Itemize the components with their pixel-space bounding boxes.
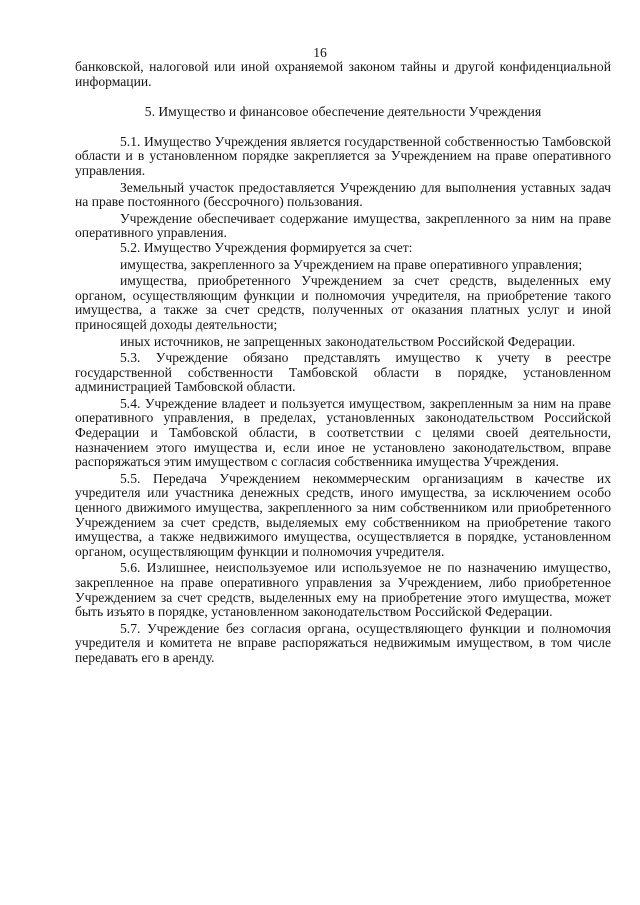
paragraph-5-7: 5.7. Учреждение без согласия органа, осуществляющего функции и полномочия учредителя и комитета не вправе распоряжаться недвижимым имуществом, в том числе передавать его в аренду.: [75, 620, 611, 665]
paragraph-5-6: 5.6. Излишнее, неиспользуемое или используемое не по назначению имущество, закрепленное на праве оперативного управления за Учреждением, либо приобретенное Учреждением за счет средств, выделенных ему на приобретение этого имущества, может быть изъято в порядке, установленном законодательством Российской Федерации.: [75, 560, 611, 620]
continuation-paragraph: банковской, налоговой или иной охраняемой законом тайны и другой конфиденциальной информации.: [75, 59, 611, 89]
paragraph-5-4: 5.4. Учреждение владеет и пользуется имуществом, закрепленным за ним на праве оперативного управления, в пределах, установленных законодательством Российской Федерации и Тамбовской области, в соответствии с целями своей деятельности, назначением этого имущества и, если иное не установлено законодательством, вправе распоряжаться этим имуществом с согласия собственника имущества Учреждения.: [75, 395, 611, 470]
list-item-other-sources: иных источников, не запрещенных законодательством Российской Федерации.: [120, 333, 576, 349]
document-body: [75, 60, 611, 666]
list-item-acquired-property: имущества, приобретенного Учреждением за счет средств, выделенных ему органом, осуществляющим функции и полномочия учредителя, на приобретение такого имущества, а также за счет средств, полученных от оказания платных услуг и иной приносящей доходы деятельности;: [75, 273, 611, 332]
paragraph-5-1: 5.1. Имущество Учреждения является государственной собственностью Тамбовской области и в установленном порядке закрепляется за Учреждением на праве оперативного управления.: [75, 133, 611, 178]
paragraph-5-5: 5.5. Передача Учреждением некоммерческим организациям в качестве их учредителя или участника денежных средств, иного имущества, за исключением особо ценного движимого имущества, закрепленного за ним собственником или приобретенного Учреждением за счет средств, выделяемых ему собственником на приобретение такого имущества, а также недвижимого имущества, осуществляется в порядке, установленном органом, осуществляющим функции и полномочия учредителя.: [75, 470, 611, 559]
paragraph-5-3: 5.3. Учреждение обязано представлять имущество к учету в реестре государственной собственности Тамбовской области в порядке, установленном администрацией Тамбовской области.: [75, 350, 611, 395]
section-heading: 5. Имущество и финансовое обеспечение деятельности Учреждения: [144, 104, 542, 120]
paragraph-land-plot: Земельный участок предоставляется Учреждению для выполнения уставных задач на праве постоянного (бессрочного) пользования.: [75, 179, 611, 210]
page-number: 16: [313, 45, 327, 60]
paragraph-5-2: 5.2. Имущество Учреждения формируется за счет:: [120, 239, 413, 255]
paragraph-maintenance: Учреждение обеспечивает содержание имущества, закрепленного за ним на праве оперативного управления.: [75, 210, 611, 241]
list-item-assigned-property: имущества, закрепленного за Учреждением на праве оперативного управления;: [120, 256, 583, 272]
